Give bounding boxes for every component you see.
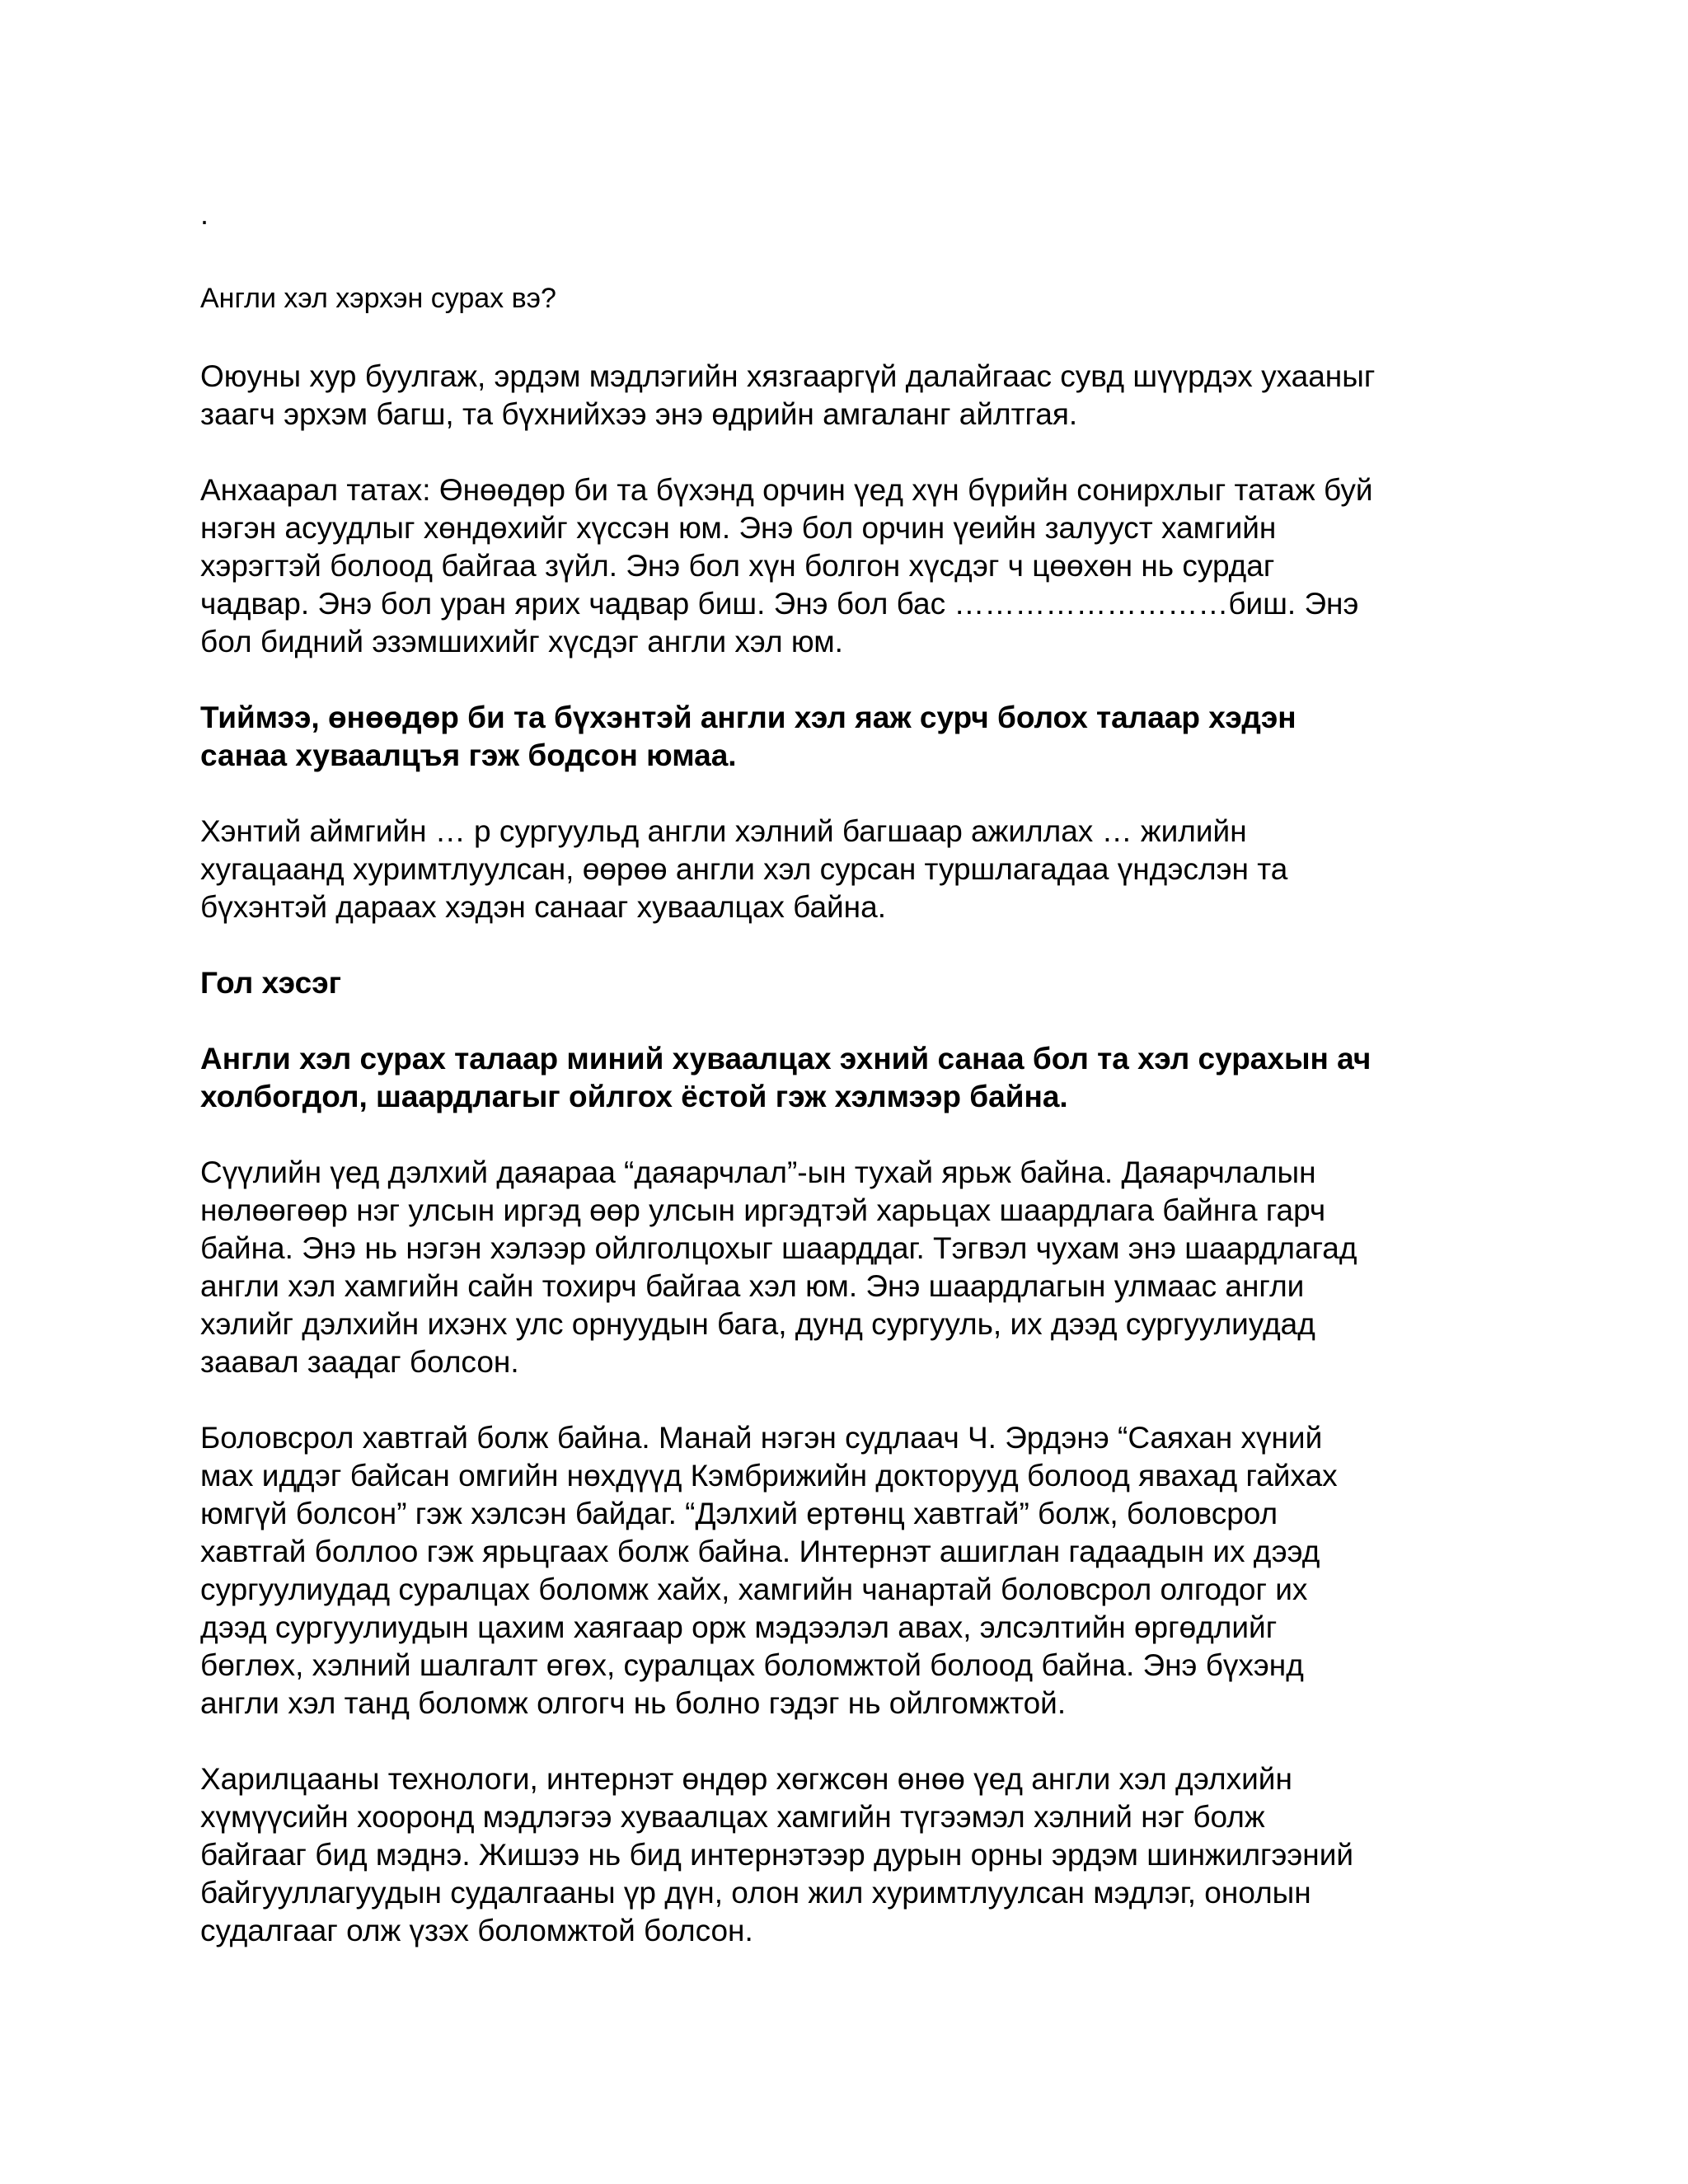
leading-dot: . (200, 197, 209, 231)
paragraph-line: хэрэгтэй болоод байгаа зүйл. Энэ бол хүн болгон хүсдэг ч цөөхөн нь сурдаг (200, 549, 1275, 583)
paragraph (200, 813, 1519, 926)
paragraph-line: Сүүлийн үед дэлхий даяараа “даяарчлал”-ын тухай ярьж байна. Даяарчлалын (200, 1155, 1316, 1189)
paragraph-line: Тиймээ, өнөөдөр би та бүхэнтэй англи хэл яаж сурч болох талаар хэдэн (200, 701, 1296, 734)
document-title: Англи хэл хэрхэн сурах вэ? (200, 283, 556, 314)
paragraph-line: холбогдол, шаардлагыг ойлгох ёстой гэж хэлмээр байна. (200, 1080, 1068, 1113)
document-page (200, 196, 1519, 1988)
paragraph-line: Харилцааны технологи, интернэт өндөр хөгжсөн өнөө үед англи хэл дэлхийн (200, 1762, 1292, 1796)
paragraph-line: хугацаанд хуримтлуулсан, өөрөө англи хэл сурсан туршлагадаа үндэслэн та (200, 852, 1288, 886)
paragraph-line: Англи хэл сурах талаар миний хуваалцах эхний санаа бол та хэл сурахын ач (200, 1042, 1372, 1076)
document-body (200, 358, 1519, 1950)
bold-paragraph (200, 1040, 1519, 1116)
paragraph-line: байгааг бид мэднэ. Жишээ нь бид интернэтээр дурын орны эрдэм шинжилгээний (200, 1838, 1354, 1872)
paragraph (200, 471, 1519, 661)
paragraph-line: мах иддэг байсан омгийн нөхдүүд Кэмбрижийн докторууд болоод явахад гайхах (200, 1459, 1338, 1493)
paragraph-line: чадвар. Энэ бол уран ярих чадвар биш. Энэ бол бас ………………………биш. Энэ (200, 587, 1359, 621)
paragraph-line: нөлөөгөөр нэг улсын иргэд өөр улсын иргэдтэй харьцах шаардлага байнга гарч (200, 1193, 1326, 1227)
paragraph-line: Хэнтий аймгийн … р сургуульд англи хэлний багшаар ажиллах … жилийн (200, 814, 1247, 848)
paragraph-line: Боловсрол хавтгай болж байна. Манай нэгэн судлаач Ч. Эрдэнэ “Саяхан хүний (200, 1421, 1323, 1455)
paragraph-line: хавтгай боллоо гэж ярьцгаах болж байна. Интернэт ашиглан гадаадын их дээд (200, 1535, 1320, 1568)
paragraph-line: англи хэл хамгийн сайн тохирч байгаа хэл юм. Энэ шаардлагын улмаас англи (200, 1269, 1305, 1303)
paragraph-line: бүхэнтэй дараах хэдэн санааг хуваалцах байна. (200, 890, 886, 924)
paragraph-line: байна. Энэ нь нэгэн хэлээр ойлголцохыг шаарддаг. Тэгвэл чухам энэ шаардлагад (200, 1231, 1357, 1265)
paragraph-line: бөглөх, хэлний шалгалт өгөх, суралцах боломжтой болоод байна. Энэ бүхэнд (200, 1648, 1304, 1682)
paragraph-line: Анхаарал татах: Өнөөдөр би та бүхэнд орчин үед хүн бүрийн сонирхлыг татаж буй (200, 473, 1373, 507)
paragraph-line: заавал заадаг болсон. (200, 1345, 519, 1379)
paragraph-line: юмгүй болсон” гэж хэлсэн байдаг. “Дэлхий ертөнц хавтгай” болж, боловсрол (200, 1497, 1278, 1530)
paragraph (200, 1419, 1519, 1722)
paragraph-line: Оюуны хур буулгаж, эрдэм мэдлэгийн хязгааргүй далайгаас сувд шүүрдэх ухааныг (200, 359, 1376, 393)
bold-paragraph (200, 964, 1519, 1002)
paragraph-line: санаа хуваалцъя гэж бодсон юмаа. (200, 738, 737, 772)
paragraph (200, 1154, 1519, 1381)
paragraph-line: заагч эрхэм багш, та бүхнийхээ энэ өдрийн амгаланг айлтгая. (200, 397, 1078, 431)
paragraph-line: англи хэл танд боломж олгогч нь болно гэдэг нь ойлгомжтой. (200, 1686, 1067, 1720)
bold-paragraph (200, 699, 1519, 775)
paragraph-line: байгууллагуудын судалгааны үр дүн, олон жил хуримтлуулсан мэдлэг, онолын (200, 1876, 1311, 1910)
paragraph (200, 358, 1519, 434)
paragraph-line: судалгааг олж үзэх боломжтой болсон. (200, 1914, 753, 1947)
paragraph-line: бол бидний эзэмшихийг хүсдэг англи хэл юм. (200, 625, 843, 658)
paragraph-line: дээд сургуулиудын цахим хаягаар орж мэдээлэл авах, элсэлтийн өргөдлийг (200, 1610, 1278, 1644)
paragraph-line: Гол хэсэг (200, 966, 342, 1000)
paragraph-line: нэгэн асуудлыг хөндөхийг хүссэн юм. Энэ бол орчин үеийн залууст хамгийн (200, 511, 1277, 545)
paragraph-line: хүмүүсийн хооронд мэдлэгээ хуваалцах хамгийн түгээмэл хэлний нэг болж (200, 1800, 1265, 1834)
paragraph (200, 1760, 1519, 1950)
paragraph-line: хэлийг дэлхийн ихэнх улс орнуудын бага, дунд сургууль, их дээд сургуулиудад (200, 1307, 1315, 1341)
paragraph-line: сургуулиудад суралцах боломж хайх, хамгийн чанартай боловсрол олгодог их (200, 1572, 1308, 1606)
